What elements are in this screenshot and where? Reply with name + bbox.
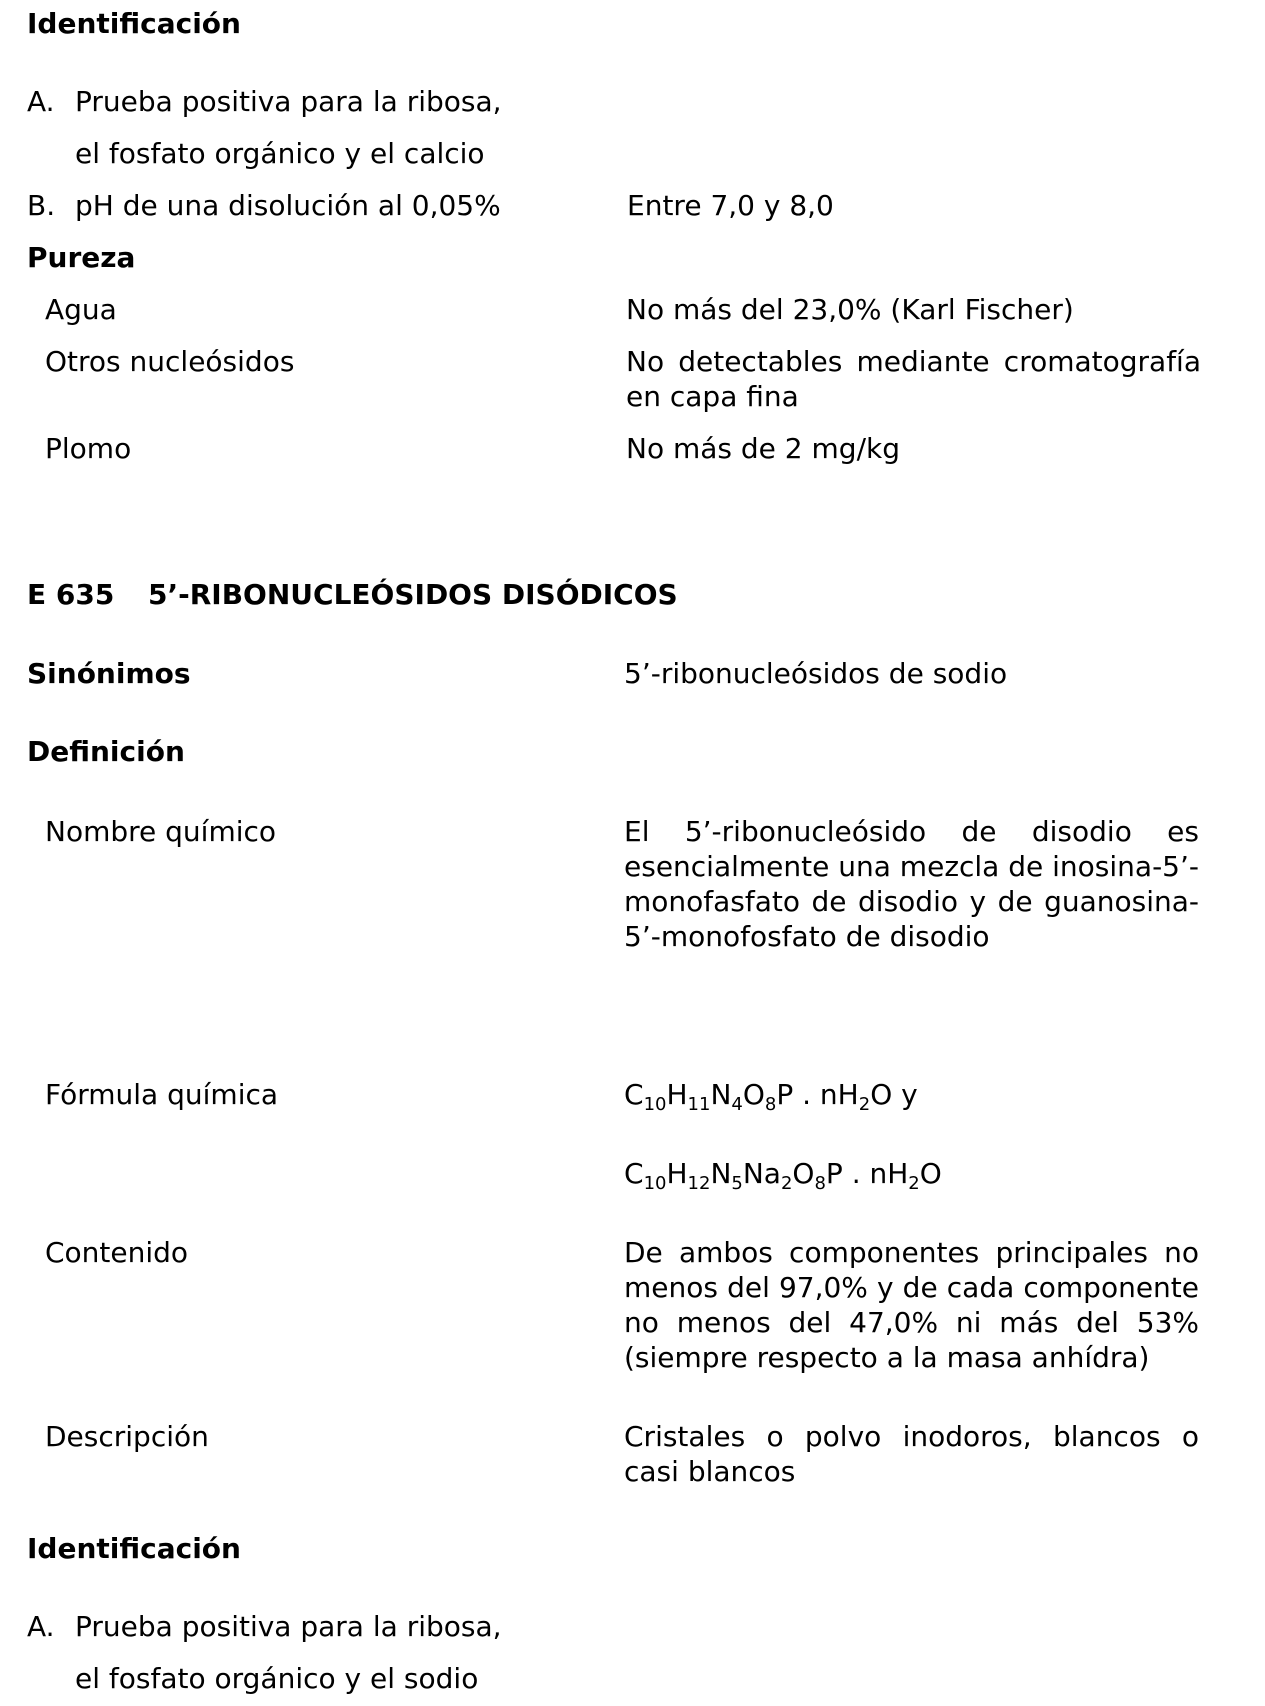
item-a-label-bottom: A. (27, 1610, 55, 1643)
item-a-line2-bottom: el fosfato orgánico y el sodio (75, 1662, 479, 1695)
sinonimos-value: 5’-ribonucleósidos de sodio (624, 657, 1008, 690)
row-label-otros-nucleosidos: Otros nucleósidos (45, 345, 295, 378)
contenido-value: De ambos componentes principales no menos del 97,0% y de cada componente no menos del 47,0% ni más del 53% (siempre respecto a la masa anhídra) (624, 1236, 1199, 1374)
pureza-heading: Pureza (27, 241, 136, 274)
contenido-label: Contenido (45, 1236, 189, 1269)
definicion-heading: Definición (27, 735, 185, 768)
item-a-line1-bottom: Prueba positiva para la ribosa, (75, 1610, 502, 1643)
section-title: 5’-RIBONUCLEÓSIDOS DISÓDICOS (148, 578, 678, 611)
row-value-otros-nucleosidos: No detectables mediante cromatografía en capa fina (626, 345, 1201, 413)
identificacion-heading-top: Identificación (27, 7, 241, 40)
row-label-agua: Agua (45, 293, 117, 326)
formula-2: $C_{10}H_{12}N_5Na_2O_8P$ . $nH_2O$ (624, 1157, 942, 1194)
identificacion-heading-bottom: Identificación (27, 1532, 241, 1565)
row-value-plomo: No más de 2 mg/kg (626, 432, 900, 465)
formula-1: $C_{10}H_{11}N_4O_8P$ . $nH_2O$ y (624, 1078, 918, 1115)
item-a-label-top: A. (27, 85, 55, 118)
item-a-line1-top: Prueba positiva para la ribosa, (75, 85, 502, 118)
nombre-quimico-value: El 5’-ribonucleósido de disodio es esencialmente una mezcla de inosina-5’-monofasfato de disodio y de guanosina-5’-monofosfato de disodio (624, 815, 1199, 953)
nombre-quimico-label: Nombre químico (45, 815, 277, 848)
item-b-label-top: B. (27, 189, 56, 222)
row-value-agua: No más del 23,0% (Karl Fischer) (626, 293, 1074, 326)
item-b-value-top: Entre 7,0 y 8,0 (627, 189, 834, 222)
descripcion-value: Cristales o polvo inodoros, blancos o casi blancos (624, 1420, 1199, 1488)
sinonimos-label: Sinónimos (27, 657, 191, 690)
descripcion-label: Descripción (45, 1420, 209, 1453)
row-label-plomo: Plomo (45, 432, 132, 465)
formula-quimica-label: Fórmula química (45, 1078, 279, 1111)
item-b-text-top: pH de una disolución al 0,05% (75, 189, 501, 222)
item-a-line2-top: el fosfato orgánico y el calcio (75, 137, 485, 170)
section-code: E 635 (27, 578, 115, 611)
